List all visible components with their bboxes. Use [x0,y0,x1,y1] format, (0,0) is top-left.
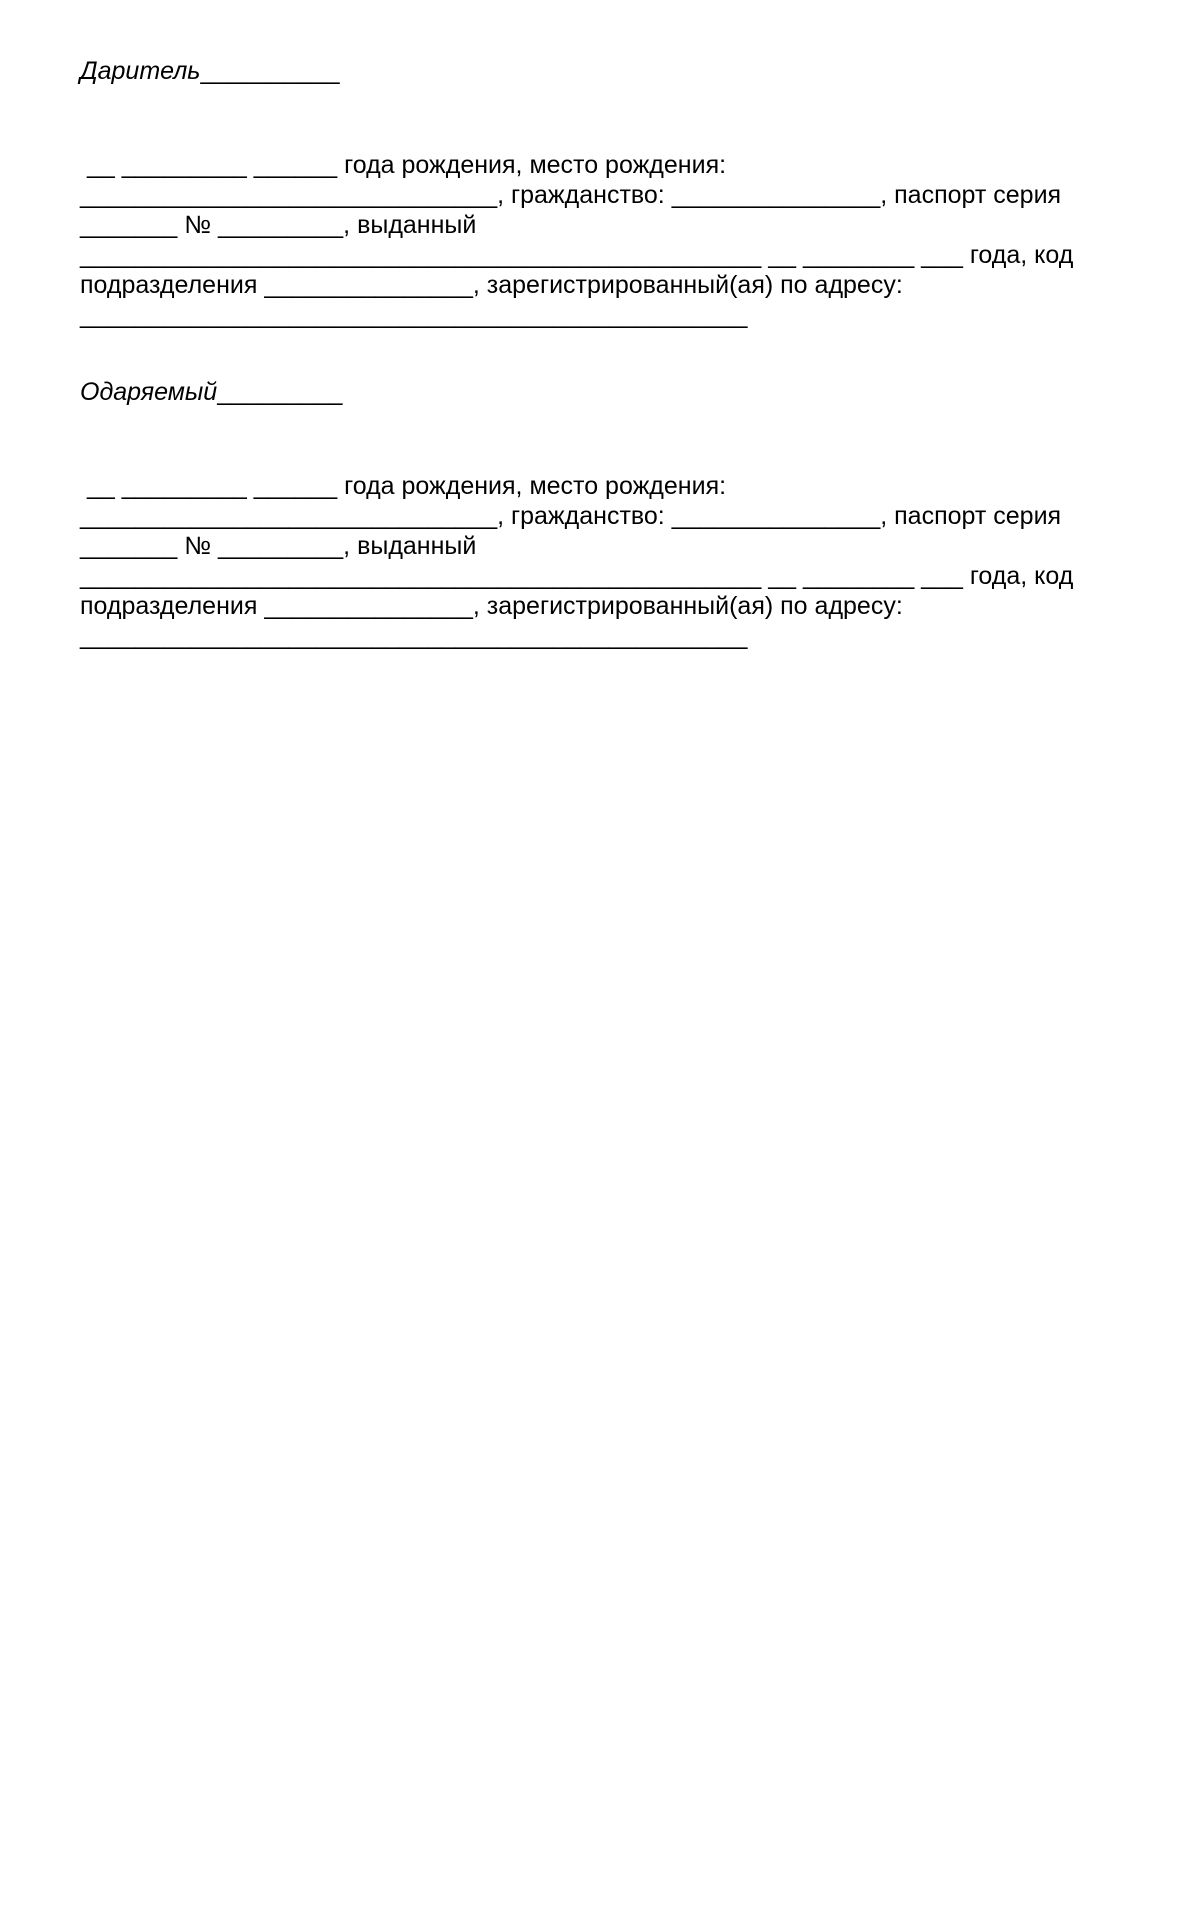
donee-issued-line: _________________________________________________ __ ________ ___ года, код [80,562,1074,590]
donee-heading [80,377,1120,407]
donor-role-blank: __________ [200,57,340,85]
donor-address-line: ________________________________________________ [80,301,748,329]
donor-heading [80,56,1120,86]
donee-details [80,471,1120,651]
donee-birth-line: __ _________ ______ года рождения, место рождения: [80,472,727,500]
donee-role-blank: _________ [217,378,343,406]
donee-address-line: ________________________________________________ [80,622,748,650]
donor-details [80,150,1120,330]
donee-section [80,377,1120,651]
donee-passport-line: _______ № _________, выданный [80,532,477,560]
donor-issued-line: _________________________________________________ __ ________ ___ года, код [80,241,1074,269]
donee-role-label: Одаряемый [80,378,218,406]
donor-role-label: Даритель [80,57,201,85]
donor-division-line: подразделения _______________, зарегистрированный(ая) по адресу: [80,271,903,299]
donor-birth-line: __ _________ ______ года рождения, место рождения: [80,151,727,179]
donor-passport-line: _______ № _________, выданный [80,211,477,239]
donee-division-line: подразделения _______________, зарегистрированный(ая) по адресу: [80,592,903,620]
donor-section [80,56,1120,330]
donor-citizenship-line: ______________________________, гражданство: _______________, паспорт серия [80,181,1062,209]
donee-citizenship-line: ______________________________, гражданство: _______________, паспорт серия [80,502,1062,530]
